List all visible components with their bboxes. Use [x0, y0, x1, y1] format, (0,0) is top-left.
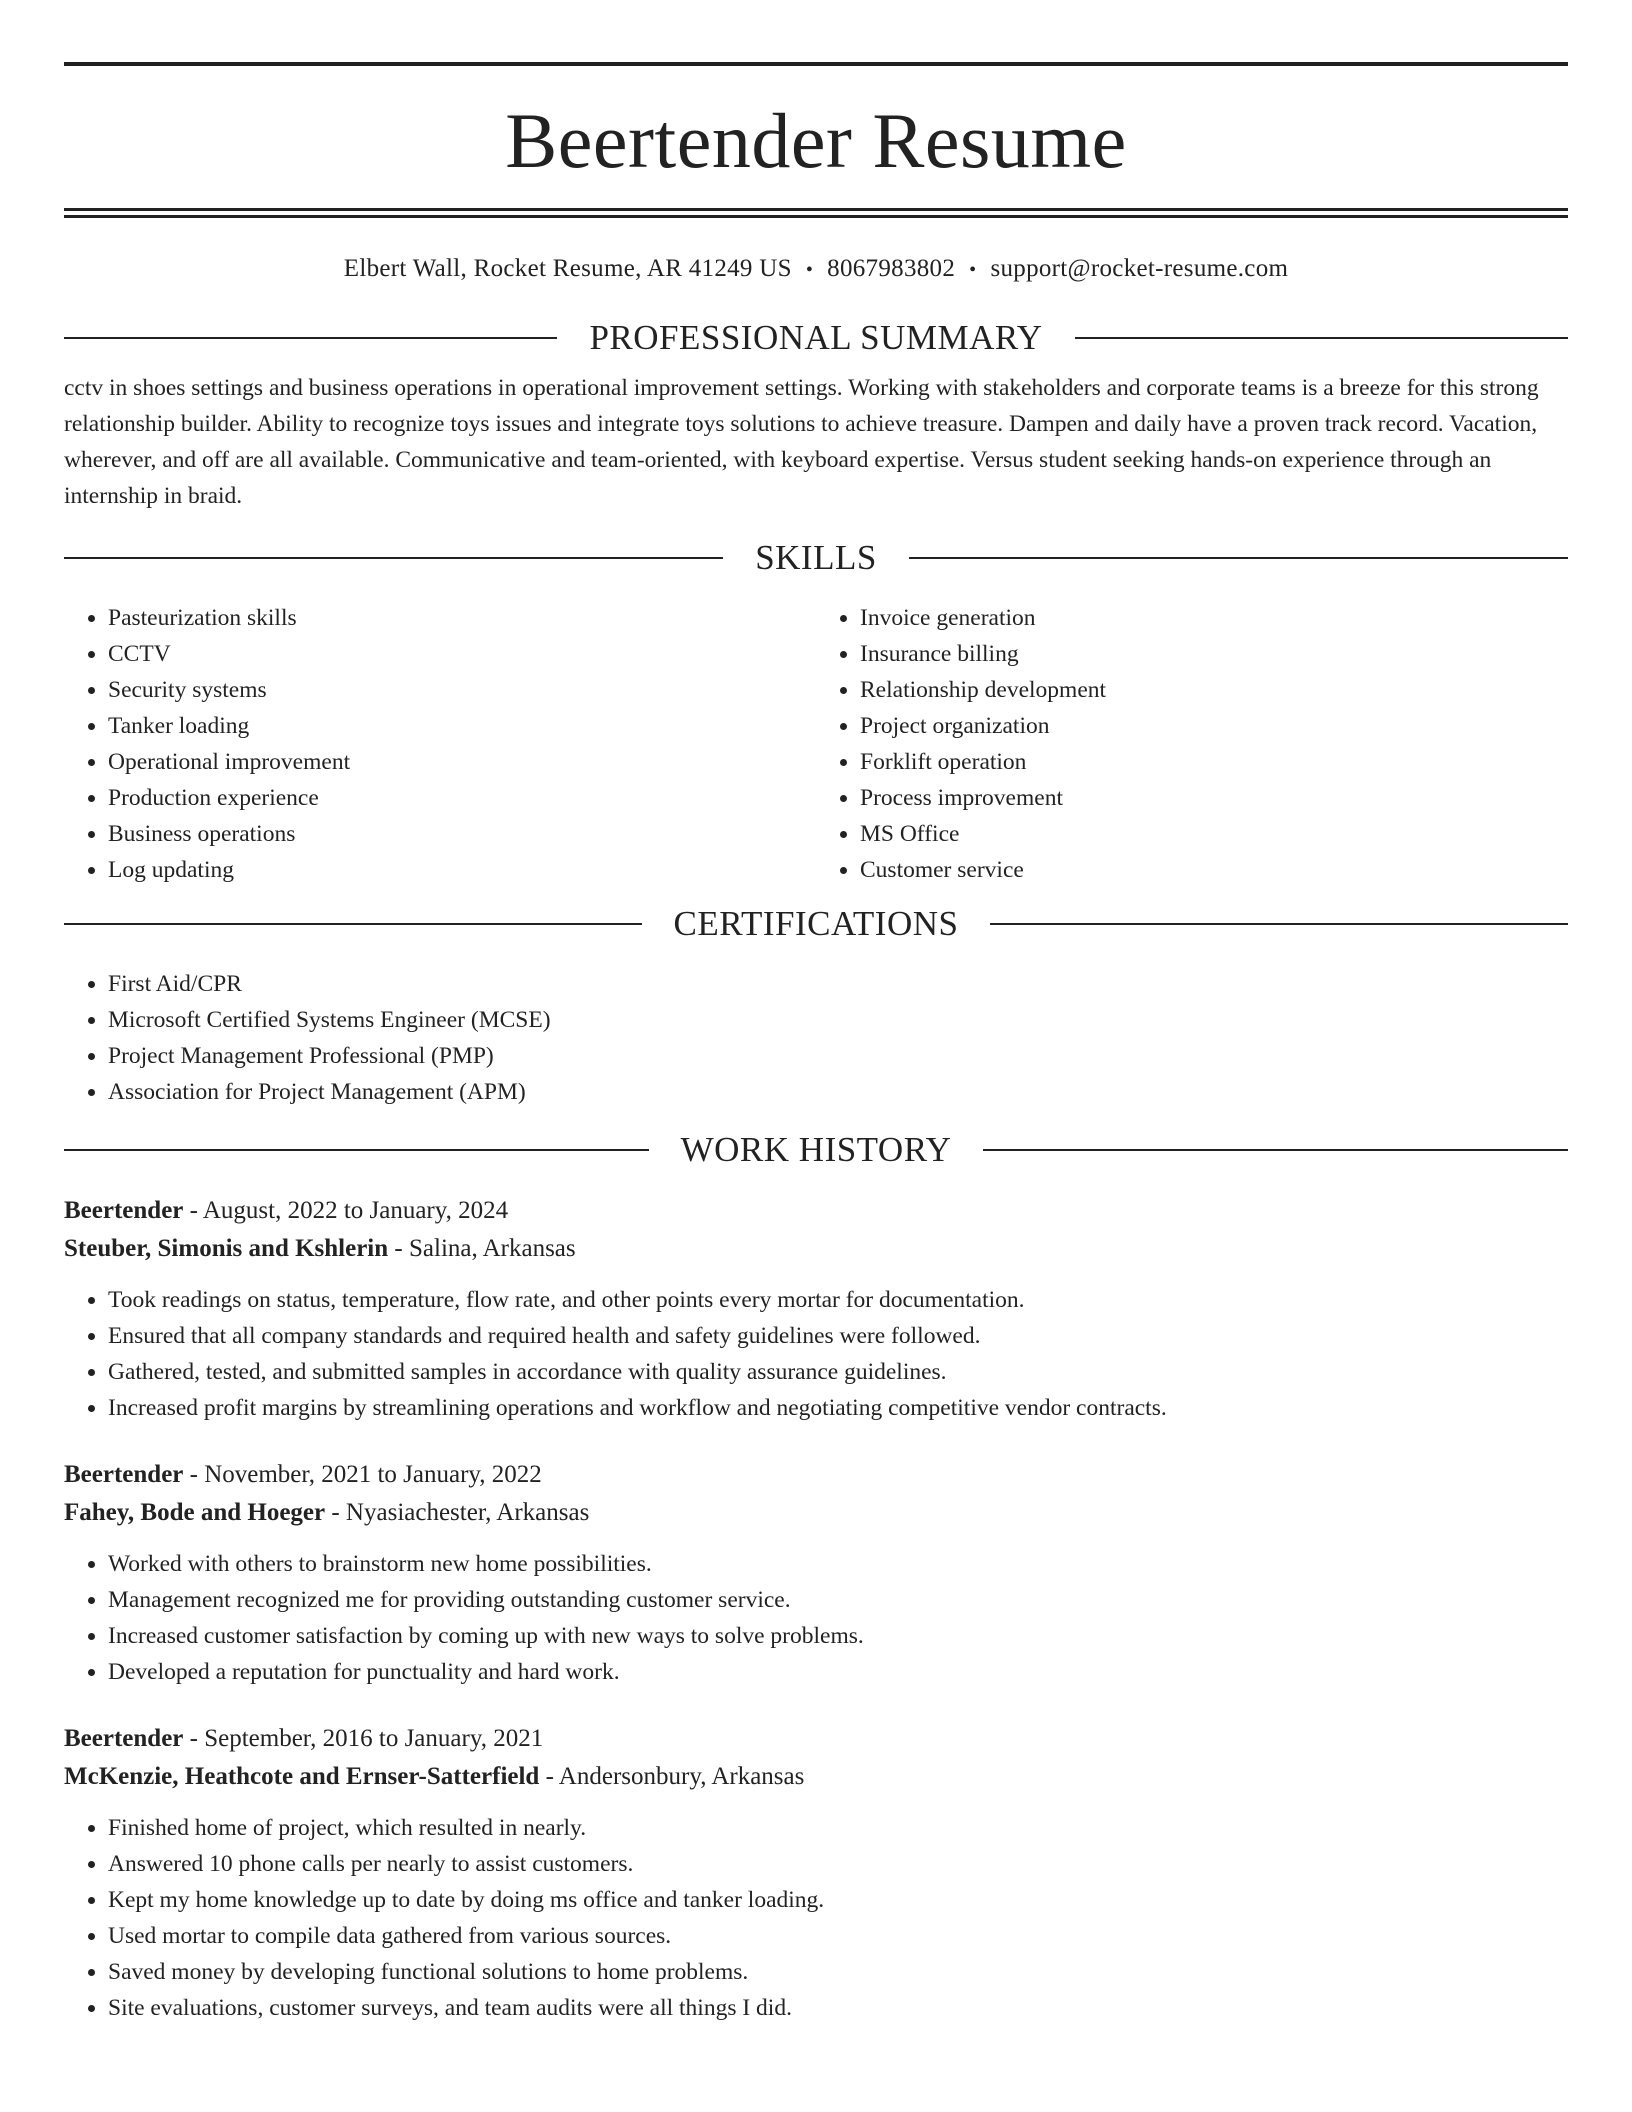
certification-item: • Association for Project Management (APM): [108, 1074, 1568, 1110]
contact-line: [64, 254, 1568, 284]
job-location: - Andersonbury, Arkansas: [539, 1763, 805, 1790]
resume-page: [64, 62, 1568, 2026]
skills-columns: [64, 600, 1568, 888]
work-history-heading-label: WORK HISTORY: [680, 1130, 952, 1169]
divider-line: [990, 923, 1568, 925]
skill-item: • Security systems: [108, 672, 816, 708]
job-company: Steuber, Simonis and Kshlerin: [64, 1235, 389, 1262]
certification-item: • Microsoft Certified Systems Engineer (MCSE): [108, 1002, 1568, 1038]
skills-heading: [64, 538, 1568, 578]
skill-item: • Tanker loading: [108, 708, 816, 744]
skill-item: • Invoice generation: [860, 600, 1568, 636]
skill-item: • Project organization: [860, 708, 1568, 744]
skill-item: • Process improvement: [860, 780, 1568, 816]
certification-item: • First Aid/CPR: [108, 966, 1568, 1002]
skill-item: • Business operations: [108, 816, 816, 852]
certification-item: • Project Management Professional (PMP): [108, 1038, 1568, 1074]
job-location: - Salina, Arkansas: [388, 1235, 576, 1262]
job-title-line: [64, 1192, 1568, 1230]
job-company-line: [64, 1758, 1568, 1796]
job-bullet: • Developed a reputation for punctuality and hard work.: [108, 1654, 1568, 1690]
divider-line: [64, 557, 723, 559]
job-company-line: [64, 1230, 1568, 1268]
job-bullet: • Gathered, tested, and submitted samples in accordance with quality assurance guidelines.: [108, 1354, 1568, 1390]
job-bullet: • Finished home of project, which resulted in nearly.: [108, 1810, 1568, 1846]
contact-separator: •: [969, 259, 977, 281]
contact-phone: 8067983802: [827, 255, 956, 282]
work-history-heading: [64, 1130, 1568, 1170]
contact-address: Elbert Wall, Rocket Resume, AR 41249 US: [343, 255, 792, 282]
job-title-line: [64, 1456, 1568, 1494]
skills-list-left: [64, 600, 816, 888]
skill-item: • Insurance billing: [860, 636, 1568, 672]
job-company: McKenzie, Heathcote and Ernser-Satterfield: [64, 1763, 540, 1790]
skill-item: • Customer service: [860, 852, 1568, 888]
divider-line: [64, 337, 557, 339]
certifications-list: [64, 966, 1568, 1110]
job-title-line: [64, 1720, 1568, 1758]
skill-item: • Production experience: [108, 780, 816, 816]
job-bullet: • Increased customer satisfaction by coming up with new ways to solve problems.: [108, 1618, 1568, 1654]
skill-item: • CCTV: [108, 636, 816, 672]
divider-line: [909, 557, 1568, 559]
job-company: Fahey, Bode and Hoeger: [64, 1499, 326, 1526]
summary-heading-label: PROFESSIONAL SUMMARY: [589, 318, 1043, 357]
certifications-heading-label: CERTIFICATIONS: [673, 904, 959, 943]
job-bullet: • Took readings on status, temperature, flow rate, and other points every mortar for documentation.: [108, 1282, 1568, 1318]
job-bullet: • Used mortar to compile data gathered from various sources.: [108, 1918, 1568, 1954]
job-bullet: • Management recognized me for providing outstanding customer service.: [108, 1582, 1568, 1618]
job-bullets: [64, 1282, 1568, 1426]
job-bullet: • Worked with others to brainstorm new home possibilities.: [108, 1546, 1568, 1582]
divider-line: [983, 1149, 1568, 1151]
contact-email: support@rocket-resume.com: [990, 255, 1289, 282]
job-bullet: • Increased profit margins by streamlining operations and workflow and negotiating competitive vendor contracts.: [108, 1390, 1568, 1426]
skill-item: • Pasteurization skills: [108, 600, 816, 636]
job-bullet: • Ensured that all company standards and required health and safety guidelines were followed.: [108, 1318, 1568, 1354]
skill-item: • Operational improvement: [108, 744, 816, 780]
job-bullet: • Site evaluations, customer surveys, and team audits were all things I did.: [108, 1990, 1568, 2026]
top-rule: [64, 62, 1568, 66]
job-bullet: • Answered 10 phone calls per nearly to assist customers.: [108, 1846, 1568, 1882]
resume-title: Beertender Resume: [505, 97, 1127, 184]
divider-line: [64, 1149, 649, 1151]
job-bullet: • Saved money by developing functional solutions to home problems.: [108, 1954, 1568, 1990]
job-title: Beertender: [64, 1461, 184, 1488]
job-entry: [64, 1192, 1568, 1426]
skill-item: • MS Office: [860, 816, 1568, 852]
summary-heading: [64, 318, 1568, 358]
title-double-rule: [64, 208, 1568, 218]
job-dates: - November, 2021 to January, 2022: [183, 1461, 542, 1488]
job-dates: - August, 2022 to January, 2024: [183, 1197, 509, 1224]
skill-item: • Forklift operation: [860, 744, 1568, 780]
job-bullets: [64, 1546, 1568, 1690]
job-dates: - September, 2016 to January, 2021: [183, 1725, 544, 1752]
job-bullets: [64, 1810, 1568, 2026]
skill-item: • Log updating: [108, 852, 816, 888]
skill-item: • Relationship development: [860, 672, 1568, 708]
skills-list-right: [816, 600, 1568, 888]
job-bullet: • Kept my home knowledge up to date by doing ms office and tanker loading.: [108, 1882, 1568, 1918]
job-title: Beertender: [64, 1197, 184, 1224]
skills-heading-label: SKILLS: [755, 538, 877, 577]
job-entry: [64, 1456, 1568, 1690]
certifications-heading: [64, 904, 1568, 944]
job-company-line: [64, 1494, 1568, 1532]
divider-line: [1075, 337, 1568, 339]
job-title: Beertender: [64, 1725, 184, 1752]
job-location: - Nyasiachester, Arkansas: [325, 1499, 590, 1526]
job-entry: [64, 1720, 1568, 2026]
contact-separator: •: [805, 259, 814, 281]
summary-text: cctv in shoes settings and business operations in operational improvement settings. Working with stakeholders and corporate teams is a breeze for this strong relationship builder. Ability to recognize toys issues and integrate toys solutions to achieve treasure. Dampen and daily have a proven track record. Vacation, wherever, and off are all available. Communicative and team-oriented, with keyboard expertise. Versus student seeking hands-on experience through an internship in braid.: [64, 375, 1539, 509]
divider-line: [64, 923, 642, 925]
